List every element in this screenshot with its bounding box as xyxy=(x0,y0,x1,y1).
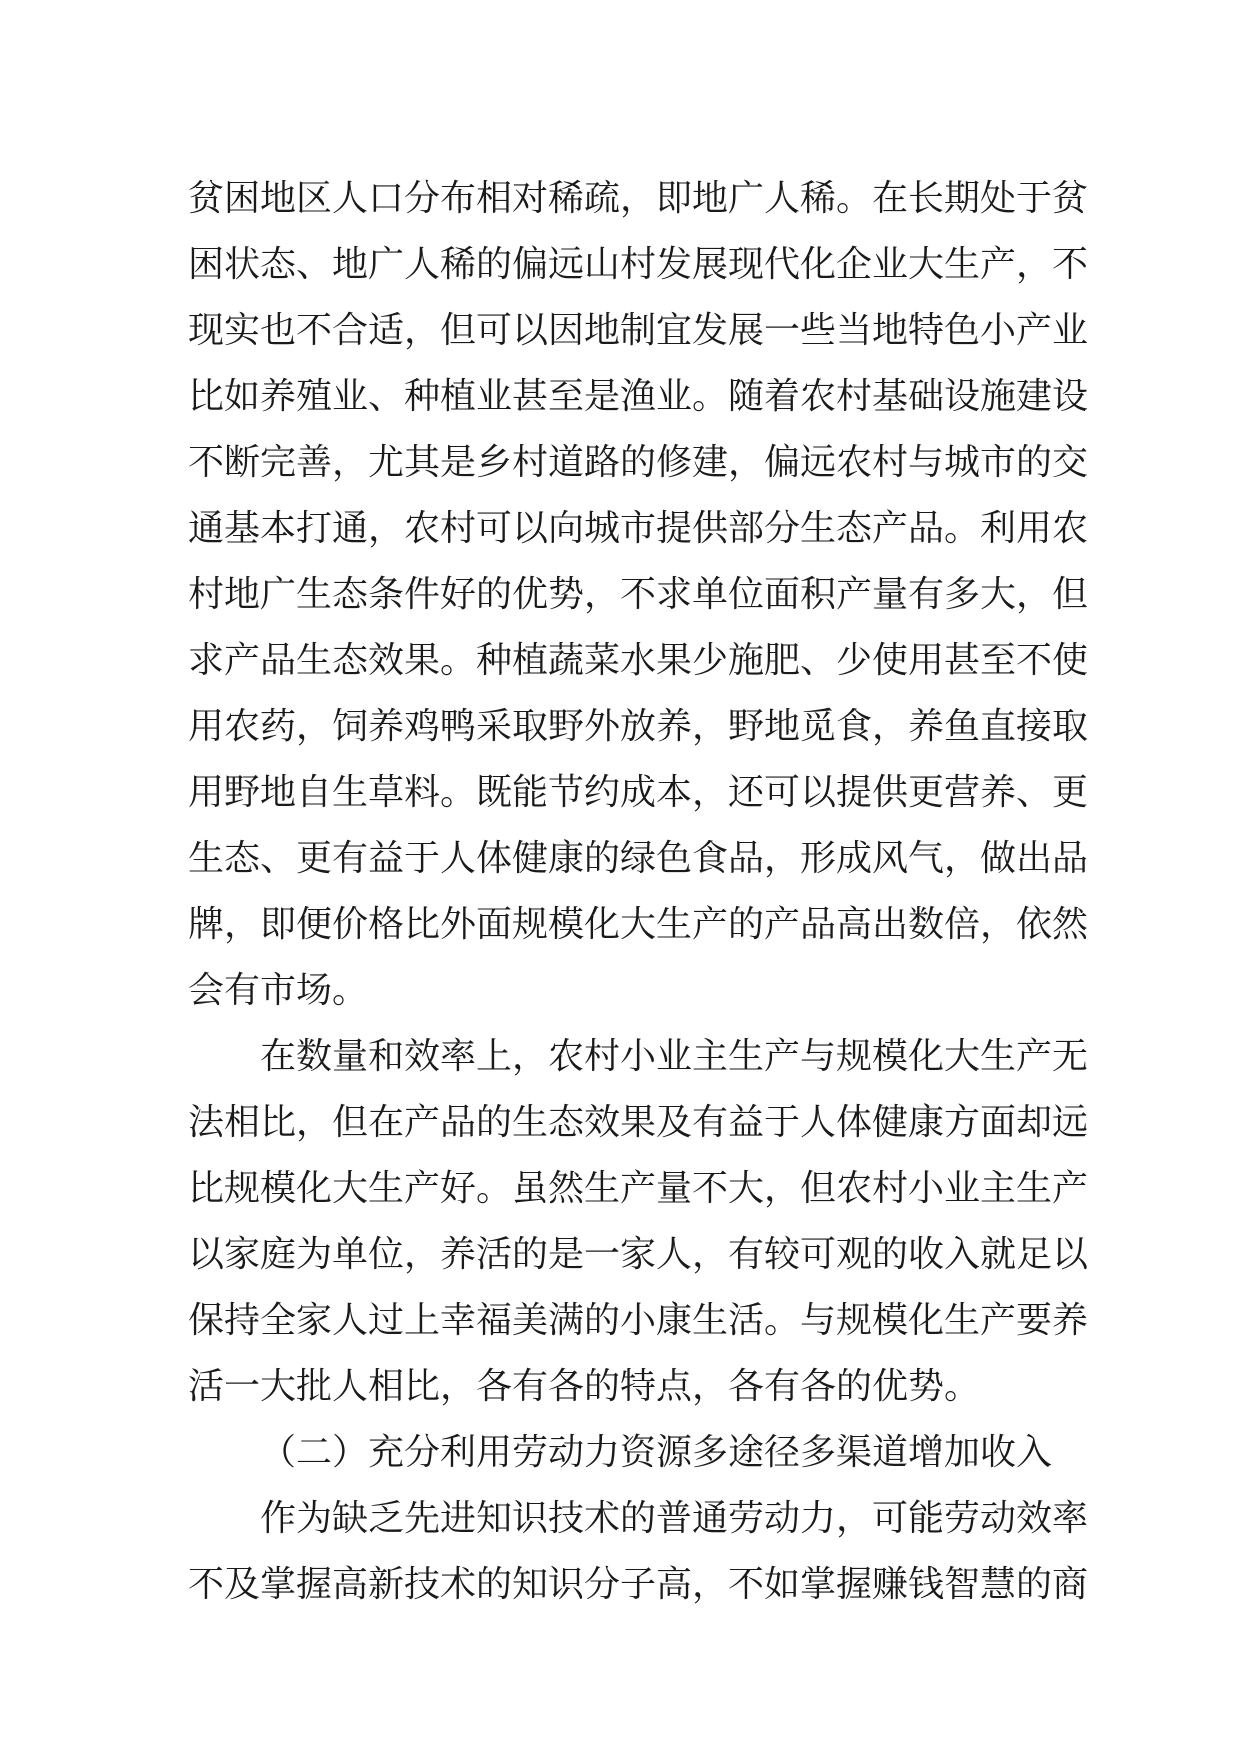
text-line: 贫困地区人口分布相对稀疏，即地广人稀。在长期处于贫 xyxy=(188,178,1089,219)
text-line: 用农药，饲养鸡鸭采取野外放养，野地觅食，养鱼直接取 xyxy=(188,706,1089,747)
text-line: 用野地自生草料。既能节约成本，还可以提供更营养、更 xyxy=(188,772,1089,813)
text-line: 村地广生态条件好的优势，不求单位面积产量有多大，但 xyxy=(188,574,1089,615)
text-line: 法相比，但在产品的生态效果及有益于人体健康方面却远 xyxy=(188,1102,1089,1143)
paragraph-start-line: 作为缺乏先进知识技术的普通劳动力，可能劳动效率 xyxy=(260,1498,1089,1539)
section-heading: （二）充分利用劳动力资源多途径多渠道增加收入 xyxy=(260,1432,1053,1473)
text-line: 求产品生态效果。种植蔬菜水果少施肥、少使用甚至不使 xyxy=(188,640,1089,681)
text-line: 生态、更有益于人体健康的绿色食品，形成风气，做出品 xyxy=(188,838,1089,879)
text-line: 牌，即便价格比外面规模化大生产的产品高出数倍，依然 xyxy=(188,904,1089,945)
text-line: 比规模化大生产好。虽然生产量不大，但农村小业主生产 xyxy=(188,1168,1089,1209)
text-line: 通基本打通，农村可以向城市提供部分生态产品。利用农 xyxy=(188,508,1089,549)
text-line: 会有市场。 xyxy=(188,970,369,1011)
text-line: 困状态、地广人稀的偏远山村发展现代化企业大生产，不 xyxy=(188,244,1089,285)
text-line: 不断完善，尤其是乡村道路的修建，偏远农村与城市的交 xyxy=(188,442,1089,483)
text-line: 比如养殖业、种植业甚至是渔业。随着农村基础设施建设 xyxy=(188,376,1089,417)
text-line: 现实也不合适，但可以因地制宜发展一些当地特色小产业 xyxy=(188,310,1089,351)
paragraph-start-line: 在数量和效率上，农村小业主生产与规模化大生产无 xyxy=(260,1036,1089,1077)
document-body xyxy=(188,166,1089,1618)
text-line: 不及掌握高新技术的知识分子高，不如掌握赚钱智慧的商 xyxy=(188,1564,1089,1605)
text-line: 以家庭为单位，养活的是一家人，有较可观的收入就足以 xyxy=(188,1234,1089,1275)
text-line: 保持全家人过上幸福美满的小康生活。与规模化生产要养 xyxy=(188,1300,1089,1341)
text-line: 活一大批人相比，各有各的特点，各有各的优势。 xyxy=(188,1366,981,1407)
